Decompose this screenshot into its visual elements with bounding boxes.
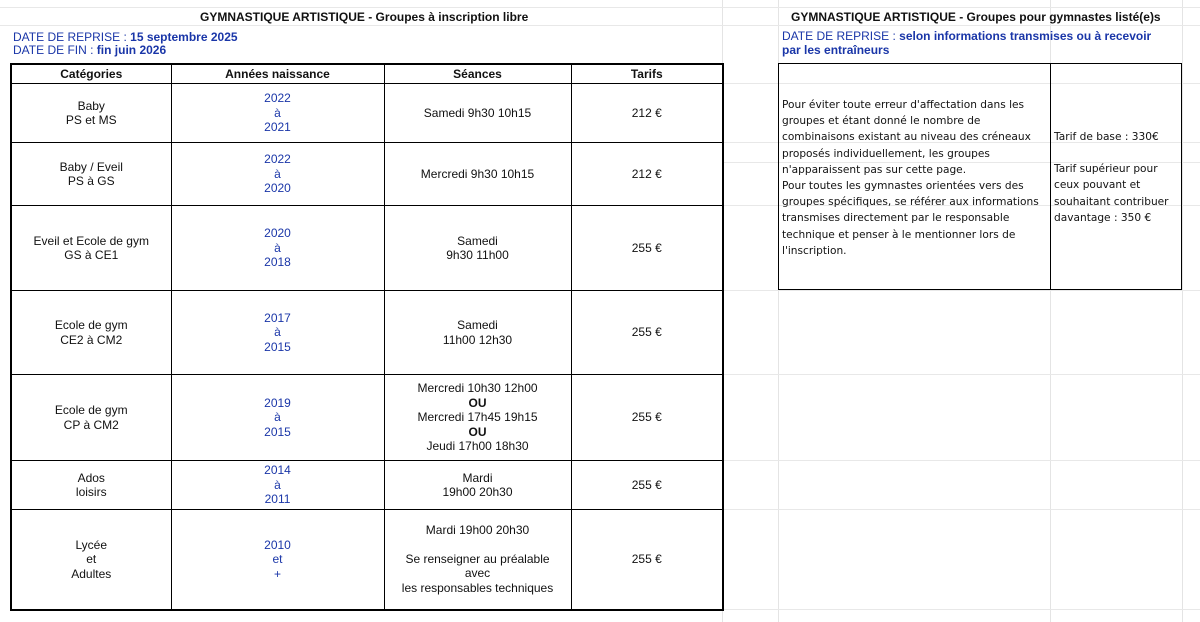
category-cell-line: CE2 à CM2: [60, 332, 123, 347]
category-cell-line: Baby / Eveil: [59, 159, 123, 174]
sessions-cell-line: les responsables techniques: [401, 580, 554, 595]
gridline: [722, 290, 1200, 291]
category-cell-line: Ecole de gym: [54, 403, 128, 417]
years-cell-line: 2015: [264, 339, 291, 354]
category-cell-line: Lycée: [75, 537, 108, 552]
sessions-cell-line: Mercredi 9h30 10h15: [420, 166, 535, 181]
gridline: [722, 374, 1200, 375]
price-cell: 255 €: [571, 206, 723, 291]
category-cell-line: GS à CE1: [64, 248, 119, 262]
years-cell-line: à: [274, 240, 281, 255]
info-line: l'inscription.: [782, 244, 847, 257]
years-cell-line: 2020: [264, 226, 291, 241]
header-sessions: Séances: [384, 64, 571, 84]
category-cell-line: Ados: [77, 470, 105, 485]
reprise-value: 15 septembre 2025: [130, 30, 238, 44]
years-cell-line: 2010: [264, 537, 291, 552]
tarif-sup-line: Tarif supérieur pour: [1054, 163, 1158, 176]
category-cell-line: et: [86, 552, 97, 566]
header-prices: Tarifs: [571, 64, 723, 84]
years-cell-line: et: [272, 552, 283, 566]
years-cell-line: 2022: [264, 91, 291, 106]
category-cell: [11, 510, 171, 610]
tarif-sup-line: souhaitant contribuer: [1054, 195, 1169, 208]
category-cell-line: CP à CM2: [63, 417, 119, 432]
info-line: Pour toutes les gymnastes orientées vers des: [782, 180, 1024, 193]
table-row: [11, 206, 723, 291]
gridline: [0, 25, 1200, 26]
category-cell-line: Baby: [77, 98, 105, 113]
years-cell-line: à: [274, 325, 281, 340]
sessions-cell: [384, 84, 571, 143]
category-cell: [11, 84, 171, 143]
table-row: [11, 461, 723, 510]
years-cell-line: 2014: [264, 463, 291, 478]
gridline: [722, 609, 1200, 610]
sessions-cell-line: Samedi: [457, 318, 498, 332]
right-reprise-value: selon informations transmises ou à recevoir: [899, 29, 1152, 43]
price-cell: 212 €: [571, 143, 723, 206]
info-line: n'apparaissent pas sur cette page.: [782, 163, 967, 176]
sessions-cell: [384, 510, 571, 610]
right-reprise-line2: [782, 44, 889, 57]
sessions-cell-line: Mercredi 17h45 19h15: [417, 410, 538, 425]
sessions-cell: [384, 143, 571, 206]
sessions-cell-line: OU: [468, 424, 487, 439]
years-cell-line: 2011: [264, 492, 291, 507]
sessions-cell-line: 9h30 11h00: [446, 248, 509, 262]
category-cell: [11, 206, 171, 291]
sessions-cell-line: Mercredi 10h30 12h00: [417, 381, 538, 396]
category-cell-line: Adultes: [71, 566, 112, 581]
right-title: GYMNASTIQUE ARTISTIQUE - Groupes pour gymnastes listé(e)s: [791, 10, 1161, 24]
header-categories: Catégories: [11, 64, 171, 84]
category-cell: [11, 461, 171, 510]
header-years: Années naissance: [171, 64, 384, 84]
left-title: GYMNASTIQUE ARTISTIQUE - Groupes à inscription libre: [200, 10, 529, 24]
table-row: [11, 291, 723, 375]
category-cell-line: loisirs: [75, 485, 107, 499]
years-cell-line: à: [274, 477, 281, 492]
table-row: [11, 375, 723, 461]
info-line: transmises directement par le responsable: [782, 212, 1010, 225]
listed-groups-box: [778, 63, 1182, 290]
info-line: Pour éviter toute erreur d'affectation dans les: [782, 99, 1025, 111]
info-line: groupes spécifiques, se référer aux informations: [782, 196, 1039, 209]
sessions-cell-line: avec: [464, 566, 491, 581]
years-cell-line: 2018: [264, 255, 291, 270]
gridline: [722, 460, 1200, 461]
sessions-cell-line: Samedi 9h30 10h15: [423, 105, 532, 120]
info-line: technique et penser à le mentionner lors de: [782, 228, 1016, 241]
years-cell-line: +: [273, 566, 281, 581]
tarif-base: Tarif de base : 330€: [1054, 131, 1159, 143]
price-cell: 255 €: [571, 375, 723, 461]
years-cell-line: 2020: [264, 181, 291, 196]
sessions-cell: [384, 291, 571, 375]
right-reprise-value-2: par les entraîneurs: [782, 43, 890, 57]
sessions-cell: [384, 375, 571, 461]
sessions-cell-line: Mardi: [462, 470, 493, 485]
fin-label: DATE DE FIN :: [13, 43, 97, 57]
years-cell-line: 2021: [264, 120, 291, 135]
sessions-cell-line: Jeudi 17h00 18h30: [426, 439, 529, 454]
years-cell: [171, 143, 384, 206]
table-row: [11, 510, 723, 610]
tarif-sup-line: davantage : 350 €: [1054, 211, 1152, 224]
category-cell-line: Ecole de gym: [54, 318, 128, 332]
price-cell: 255 €: [571, 291, 723, 375]
years-cell: [171, 375, 384, 461]
reprise-label: DATE DE REPRISE :: [13, 30, 131, 44]
groups-table: [10, 63, 724, 611]
years-cell-line: à: [274, 166, 281, 181]
fin-value: fin juin 2026: [96, 43, 167, 57]
tarif-sup: [1054, 161, 1178, 226]
right-reprise: [782, 30, 1151, 43]
years-cell-line: à: [274, 410, 281, 425]
sessions-cell: [384, 206, 571, 291]
category-cell: [11, 375, 171, 461]
years-cell-line: 2022: [264, 152, 291, 167]
years-cell-line: à: [274, 105, 281, 120]
gridline: [722, 509, 1200, 510]
years-cell-line: 2019: [264, 395, 291, 410]
years-cell-line: 2015: [264, 424, 291, 439]
price-cell: 255 €: [571, 461, 723, 510]
price-cell: 255 €: [571, 510, 723, 610]
info-line: combinaisons existant au niveau des créneaux: [782, 131, 1031, 144]
sessions-cell-line: 19h00 20h30: [442, 485, 513, 499]
gridline: [1182, 0, 1183, 622]
info-text: [779, 64, 1051, 289]
tarif-sup-line: ceux pouvant et: [1054, 179, 1141, 192]
category-cell: [11, 291, 171, 375]
years-cell-line: 2017: [264, 310, 291, 325]
years-cell: [171, 206, 384, 291]
sessions-cell-line: Se renseigner au préalable: [405, 551, 550, 566]
years-cell: [171, 291, 384, 375]
sessions-cell-line: Mardi 19h00 20h30: [425, 523, 530, 538]
table-row: [11, 84, 723, 143]
sessions-cell-line: 11h00 12h30: [442, 332, 513, 347]
table-row: [11, 143, 723, 206]
tarif-text: [1051, 64, 1181, 289]
years-cell: [171, 461, 384, 510]
sessions-cell-line: Samedi: [457, 233, 498, 248]
category-cell-line: Eveil et Ecole de gym: [33, 233, 149, 248]
right-reprise-label: DATE DE REPRISE :: [782, 29, 900, 43]
category-cell-line: PS à GS: [67, 174, 115, 188]
sessions-cell-line: [389, 538, 567, 552]
sessions-cell: [384, 461, 571, 510]
info-line: groupes et étant donné le nombre de: [782, 115, 981, 128]
years-cell: [171, 84, 384, 143]
sessions-cell-line: OU: [468, 395, 487, 410]
category-cell: [11, 143, 171, 206]
gridline: [0, 7, 1200, 8]
years-cell: [171, 510, 384, 610]
price-cell: 212 €: [571, 84, 723, 143]
category-cell-line: PS et MS: [65, 113, 117, 127]
info-line: proposés individuellement, les groupes: [782, 147, 990, 160]
left-fin: [13, 44, 166, 57]
